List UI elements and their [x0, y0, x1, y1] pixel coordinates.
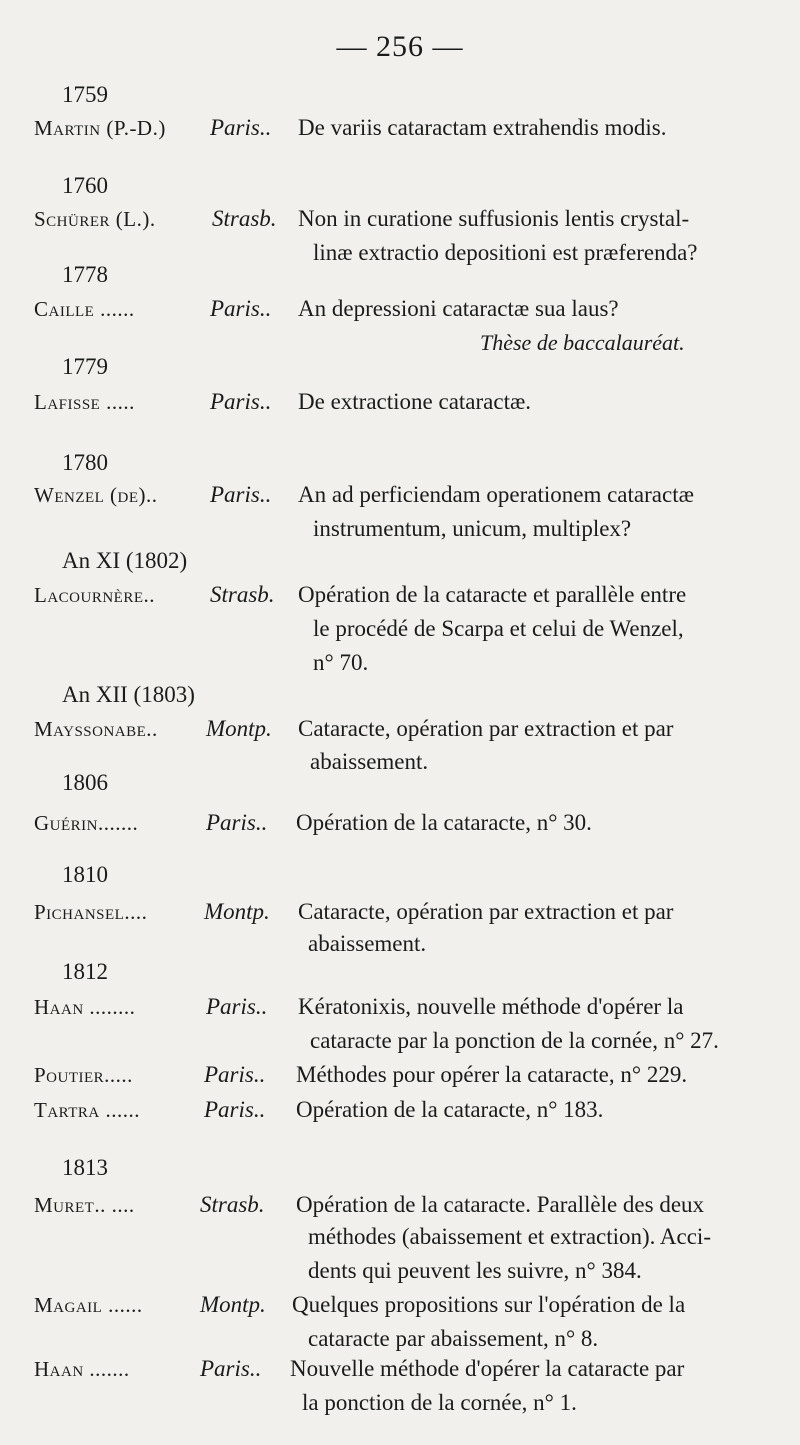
year-heading: 1810 [62, 862, 108, 887]
entry-author: Guérin....... [34, 811, 139, 835]
entry-title-line: An ad perficiendam operationem cataractæ [298, 482, 694, 507]
entry-lafisse [0, 385, 800, 419]
entry-title-line: linæ extractio depositioni est præferenda? [313, 240, 698, 265]
entry-title-line: An depressioni cataractæ sua laus? [298, 296, 619, 321]
entry-city: Strasb. [212, 206, 277, 231]
entry-author: Pichansel.... [34, 900, 148, 924]
year-heading: An XI (1802) [62, 548, 188, 573]
entry-city: Paris.. [204, 1097, 266, 1122]
entry-lacournere [0, 578, 800, 612]
entry-haan [0, 990, 800, 1024]
entry-city: Montp. [200, 1292, 266, 1317]
entry-tartra [0, 1093, 800, 1127]
year-heading: 1806 [62, 770, 108, 795]
page-number: — 256 — [336, 30, 464, 63]
entry-title-line: Cataracte, opération par extraction et par [298, 899, 674, 924]
entry-city: Strasb. [200, 1192, 265, 1217]
entry-title-line: instrumentum, unicum, multiplex? [313, 516, 632, 541]
entry-title-line: cataracte par abaissement, n° 8. [308, 1326, 599, 1351]
entry-title-line: Méthodes pour opérer la cataracte, n° 229. [296, 1062, 688, 1087]
entry-author: Lacournère.. [34, 583, 155, 607]
entry-author: Haan ....... [34, 1357, 130, 1381]
entry-schurer [0, 202, 800, 236]
entry-city: Paris.. [206, 810, 268, 835]
entry-author: Caille ...... [34, 297, 135, 321]
entry-title-line: n° 70. [313, 650, 369, 675]
entry-title-line: Nouvelle méthode d'opérer la cataracte par [290, 1356, 685, 1381]
entry-author: Muret.. .... [34, 1193, 135, 1217]
entry-author: Schürer (L.). [34, 207, 156, 231]
entry-title-line: le procédé de Scarpa et celui de Wenzel, [313, 616, 684, 641]
entry-note: Thèse de baccalauréat. [480, 330, 685, 355]
entry-title-line: Opération de la cataracte, n° 30. [296, 810, 592, 835]
year-heading: 1759 [62, 82, 108, 107]
year-heading: An XII (1803) [62, 682, 195, 707]
year-heading: 1813 [62, 1155, 108, 1180]
entry-title-line: cataracte par la ponction de la cornée, n° 27. [310, 1028, 719, 1053]
entry-title-line: abaissement. [308, 931, 427, 956]
entry-city: Paris.. [210, 389, 272, 414]
entry-city: Paris.. [204, 1062, 266, 1087]
entry-title-line: Opération de la cataracte et parallèle entre [298, 582, 687, 607]
entry-city: Montp. [206, 716, 272, 741]
year-heading: 1760 [62, 173, 108, 198]
entry-city: Paris.. [200, 1356, 262, 1381]
entry-author: Martin (P.-D.) [34, 116, 166, 140]
entry-haan-2 [0, 1352, 800, 1386]
year-heading: 1780 [62, 450, 108, 475]
entry-caille [0, 292, 800, 326]
entry-muret [0, 1188, 800, 1222]
entry-city: Paris.. [206, 994, 268, 1019]
entry-title-line: De variis cataractam extrahendis modis. [298, 115, 667, 140]
year-heading: 1779 [62, 354, 108, 379]
entry-author: Mayssonabe.. [34, 717, 158, 741]
entry-title-line: Opération de la cataracte, n° 183. [296, 1097, 604, 1122]
entry-author: Wenzel (de).. [34, 483, 158, 507]
entry-title-line: Opération de la cataracte. Parallèle des deux [296, 1192, 705, 1217]
entry-author: Haan ........ [34, 995, 136, 1019]
entry-title-line: la ponction de la cornée, n° 1. [302, 1390, 577, 1415]
entry-mayssonabe [0, 712, 800, 746]
entry-title-line: méthodes (abaissement et extraction). Acci- [308, 1224, 711, 1249]
entry-title-line: abaissement. [310, 749, 429, 774]
entry-guerin [0, 806, 800, 840]
year-heading: 1778 [62, 262, 108, 287]
entry-martin [0, 111, 800, 145]
entry-pichansel [0, 895, 800, 929]
entry-title-line: Non in curatione suffusionis lentis crystal- [298, 206, 690, 231]
entry-poutier [0, 1058, 800, 1092]
entry-title-line: De extractione cataractæ. [298, 389, 532, 414]
entry-title-line: dents qui peuvent les suivre, n° 384. [308, 1258, 642, 1283]
entry-author: Poutier..... [34, 1063, 133, 1087]
entry-author: Tartra ...... [34, 1098, 141, 1122]
entry-wenzel [0, 478, 800, 512]
entry-city: Strasb. [210, 582, 275, 607]
year-heading: 1812 [62, 959, 108, 984]
entry-title-line: Kératonixis, nouvelle méthode d'opérer la [298, 994, 684, 1019]
entry-title-line: Quelques propositions sur l'opération de la [292, 1292, 686, 1317]
entry-city: Paris.. [210, 482, 272, 507]
entry-title-line: Cataracte, opération par extraction et par [298, 716, 674, 741]
entry-city: Paris.. [210, 115, 272, 140]
entry-city: Montp. [204, 899, 270, 924]
entry-city: Paris.. [210, 296, 272, 321]
entry-magail [0, 1288, 800, 1322]
entry-author: Lafisse ..... [34, 390, 135, 414]
entry-author: Magail ...... [34, 1293, 143, 1317]
